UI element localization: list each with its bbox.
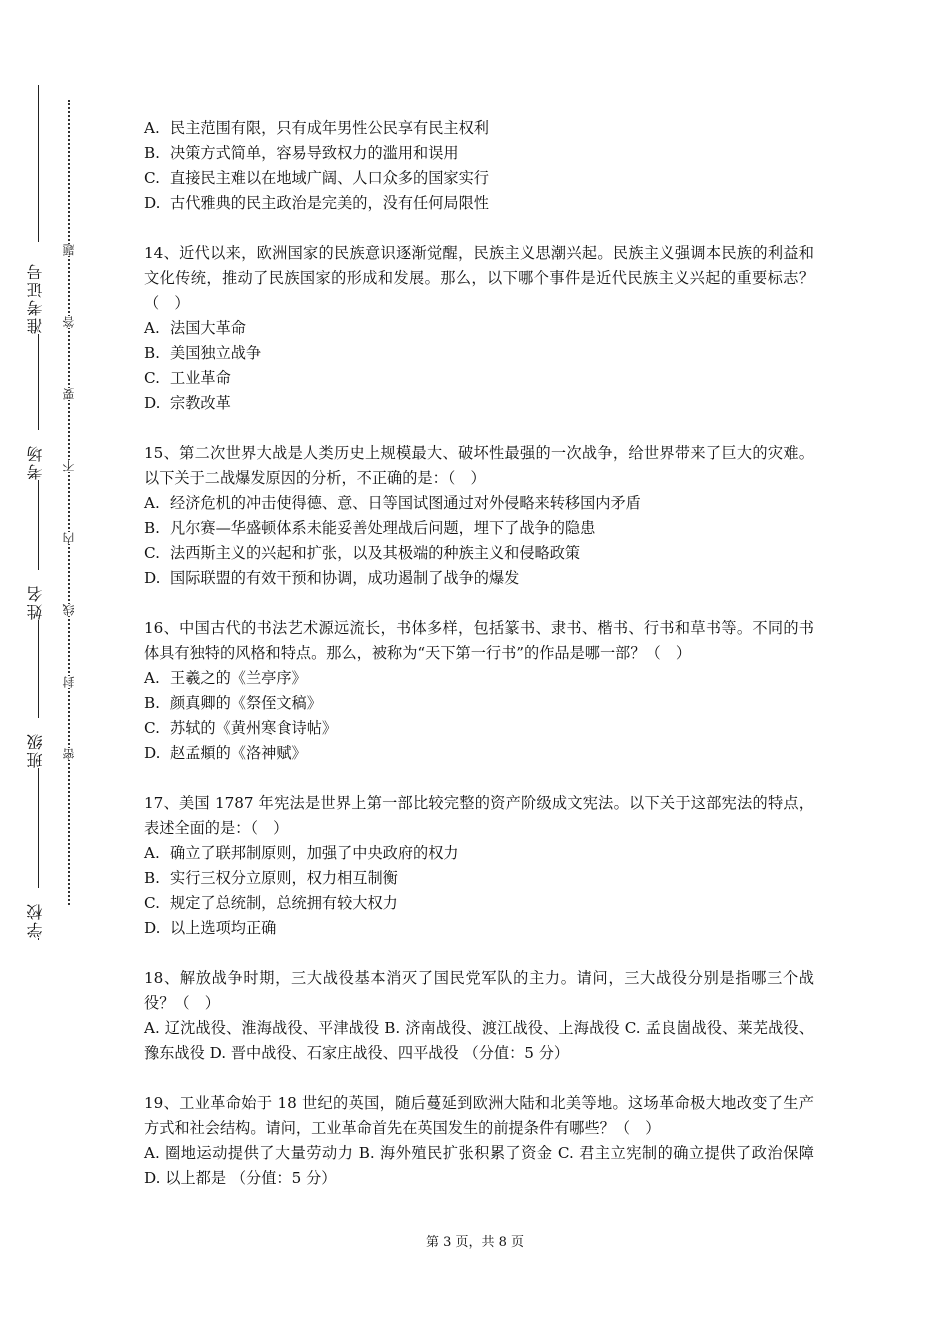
seal-char-4: 不 — [62, 460, 76, 472]
option-17-d: D. 以上选项均正确 — [144, 919, 277, 937]
question-14-text: 14、近代以来，欧洲国家的民族意识逐渐觉醒，民族主义思潮兴起。民族主义强调本民族的利益和文化传统，推动了民族国家的形成和发展。那么，以下哪个事件是近代民族主义兴起的重要标志？（ ） — [144, 244, 814, 312]
question-19-text: 19、工业革命始于 18 世纪的英国，随后蔓延到欧洲大陆和北美等地。这场革命极大地改变了生产方式和社会结构。请问，工业革命首先在英国发生的前提条件有哪些？（ ） — [144, 1094, 814, 1137]
option-17-b: B. 实行三权分立原则，权力相互制衡 — [144, 869, 398, 887]
option-14-b: B. 美国独立战争 — [144, 344, 262, 362]
seal-char-5: 内 — [62, 532, 76, 544]
option-16-a: A. 王羲之的《兰亭序》 — [144, 669, 307, 687]
field-label-exam-room: 考场 — [24, 430, 54, 480]
binding-margin — [0, 0, 120, 1344]
option-13-c: C. 直接民主难以在地域广阔、人口众多的国家实行 — [144, 169, 489, 187]
question-18-options: A. 辽沈战役、淮海战役、平津战役 B. 济南战役、渡江战役、上海战役 C. 孟良崮战役、莱芜战役、豫东战役 D. 晋中战役、石家庄战役、四平战役 （分值：5 分） — [144, 1019, 814, 1062]
seal-char-3: 要 — [62, 388, 76, 400]
page-footer: 第 3 页，共 8 页 — [425, 1235, 525, 1250]
binding-solid-line — [38, 85, 39, 940]
question-14 — [144, 241, 814, 416]
question-13-options — [144, 116, 814, 216]
option-13-d: D. 古代雅典的民主政治是完美的，没有任何局限性 — [144, 194, 489, 212]
question-19 — [144, 1091, 814, 1191]
seal-char-6: 线 — [62, 604, 76, 616]
question-15 — [144, 441, 814, 591]
seal-char-8: 密 — [62, 748, 76, 760]
question-16 — [144, 616, 814, 766]
option-17-c: C. 规定了总统制，总统拥有较大权力 — [144, 894, 398, 912]
option-14-c: C. 工业革命 — [144, 369, 231, 387]
field-label-school: 学校 — [24, 888, 54, 938]
question-15-text: 15、第二次世界大战是人类历史上规模最大、破坏性最强的一次战争，给世界带来了巨大的灾难。以下关于二战爆发原因的分析，不正确的是：（ ） — [144, 444, 814, 487]
option-15-d: D. 国际联盟的有效干预和协调，成功遏制了战争的爆发 — [144, 569, 520, 587]
option-15-b: B. 凡尔赛—华盛顿体系未能妥善处理战后问题，埋下了战争的隐患 — [144, 519, 596, 537]
option-13-a: A. 民主范围有限，只有成年男性公民享有民主权利 — [144, 119, 489, 137]
seal-char-7: 封 — [62, 676, 76, 688]
option-13-b: B. 决策方式简单，容易导致权力的滥用和误用 — [144, 144, 459, 162]
question-18 — [144, 966, 814, 1066]
seal-char-2: 答 — [62, 316, 76, 328]
option-15-a: A. 经济危机的冲击使得德、意、日等国试图通过对外侵略来转移国内矛盾 — [144, 494, 641, 512]
option-16-d: D. 赵孟頫的《洛神赋》 — [144, 744, 307, 762]
question-18-text: 18、解放战争时期，三大战役基本消灭了国民党军队的主力。请问，三大战役分别是指哪三个战役？（ ） — [144, 969, 814, 1012]
option-17-a: A. 确立了联邦制原则，加强了中央政府的权力 — [144, 844, 459, 862]
exam-content — [144, 116, 814, 1216]
binding-dotted-line — [68, 100, 70, 905]
question-17 — [144, 791, 814, 941]
option-14-a: A. 法国大革命 — [144, 319, 246, 337]
option-14-d: D. 宗教改革 — [144, 394, 231, 412]
option-15-c: C. 法西斯主义的兴起和扩张，以及其极端的种族主义和侵略政策 — [144, 544, 581, 562]
seal-char-1: 题 — [62, 244, 76, 256]
field-label-exam-number: 准考证号 — [24, 242, 54, 334]
option-16-b: B. 颜真卿的《祭侄文稿》 — [144, 694, 322, 712]
question-19-options: A. 圈地运动提供了大量劳动力 B. 海外殖民扩张积累了资金 C. 君主立宪制的确立提供了政治保障 D. 以上都是 （分值：5 分） — [144, 1144, 814, 1187]
question-16-text: 16、中国古代的书法艺术源远流长，书体多样，包括篆书、隶书、楷书、行书和草书等。不同的书体具有独特的风格和特点。那么，被称为“天下第一行书”的作品是哪一部？（ ） — [144, 619, 814, 662]
question-17-text: 17、美国 1787 年宪法是世界上第一部比较完整的资产阶级成文宪法。以下关于这部宪法的特点，表述全面的是：（ ） — [144, 794, 814, 837]
field-label-class: 班级 — [24, 718, 54, 768]
field-label-name: 姓名 — [24, 570, 54, 620]
option-16-c: C. 苏轼的《黄州寒食诗帖》 — [144, 719, 338, 737]
